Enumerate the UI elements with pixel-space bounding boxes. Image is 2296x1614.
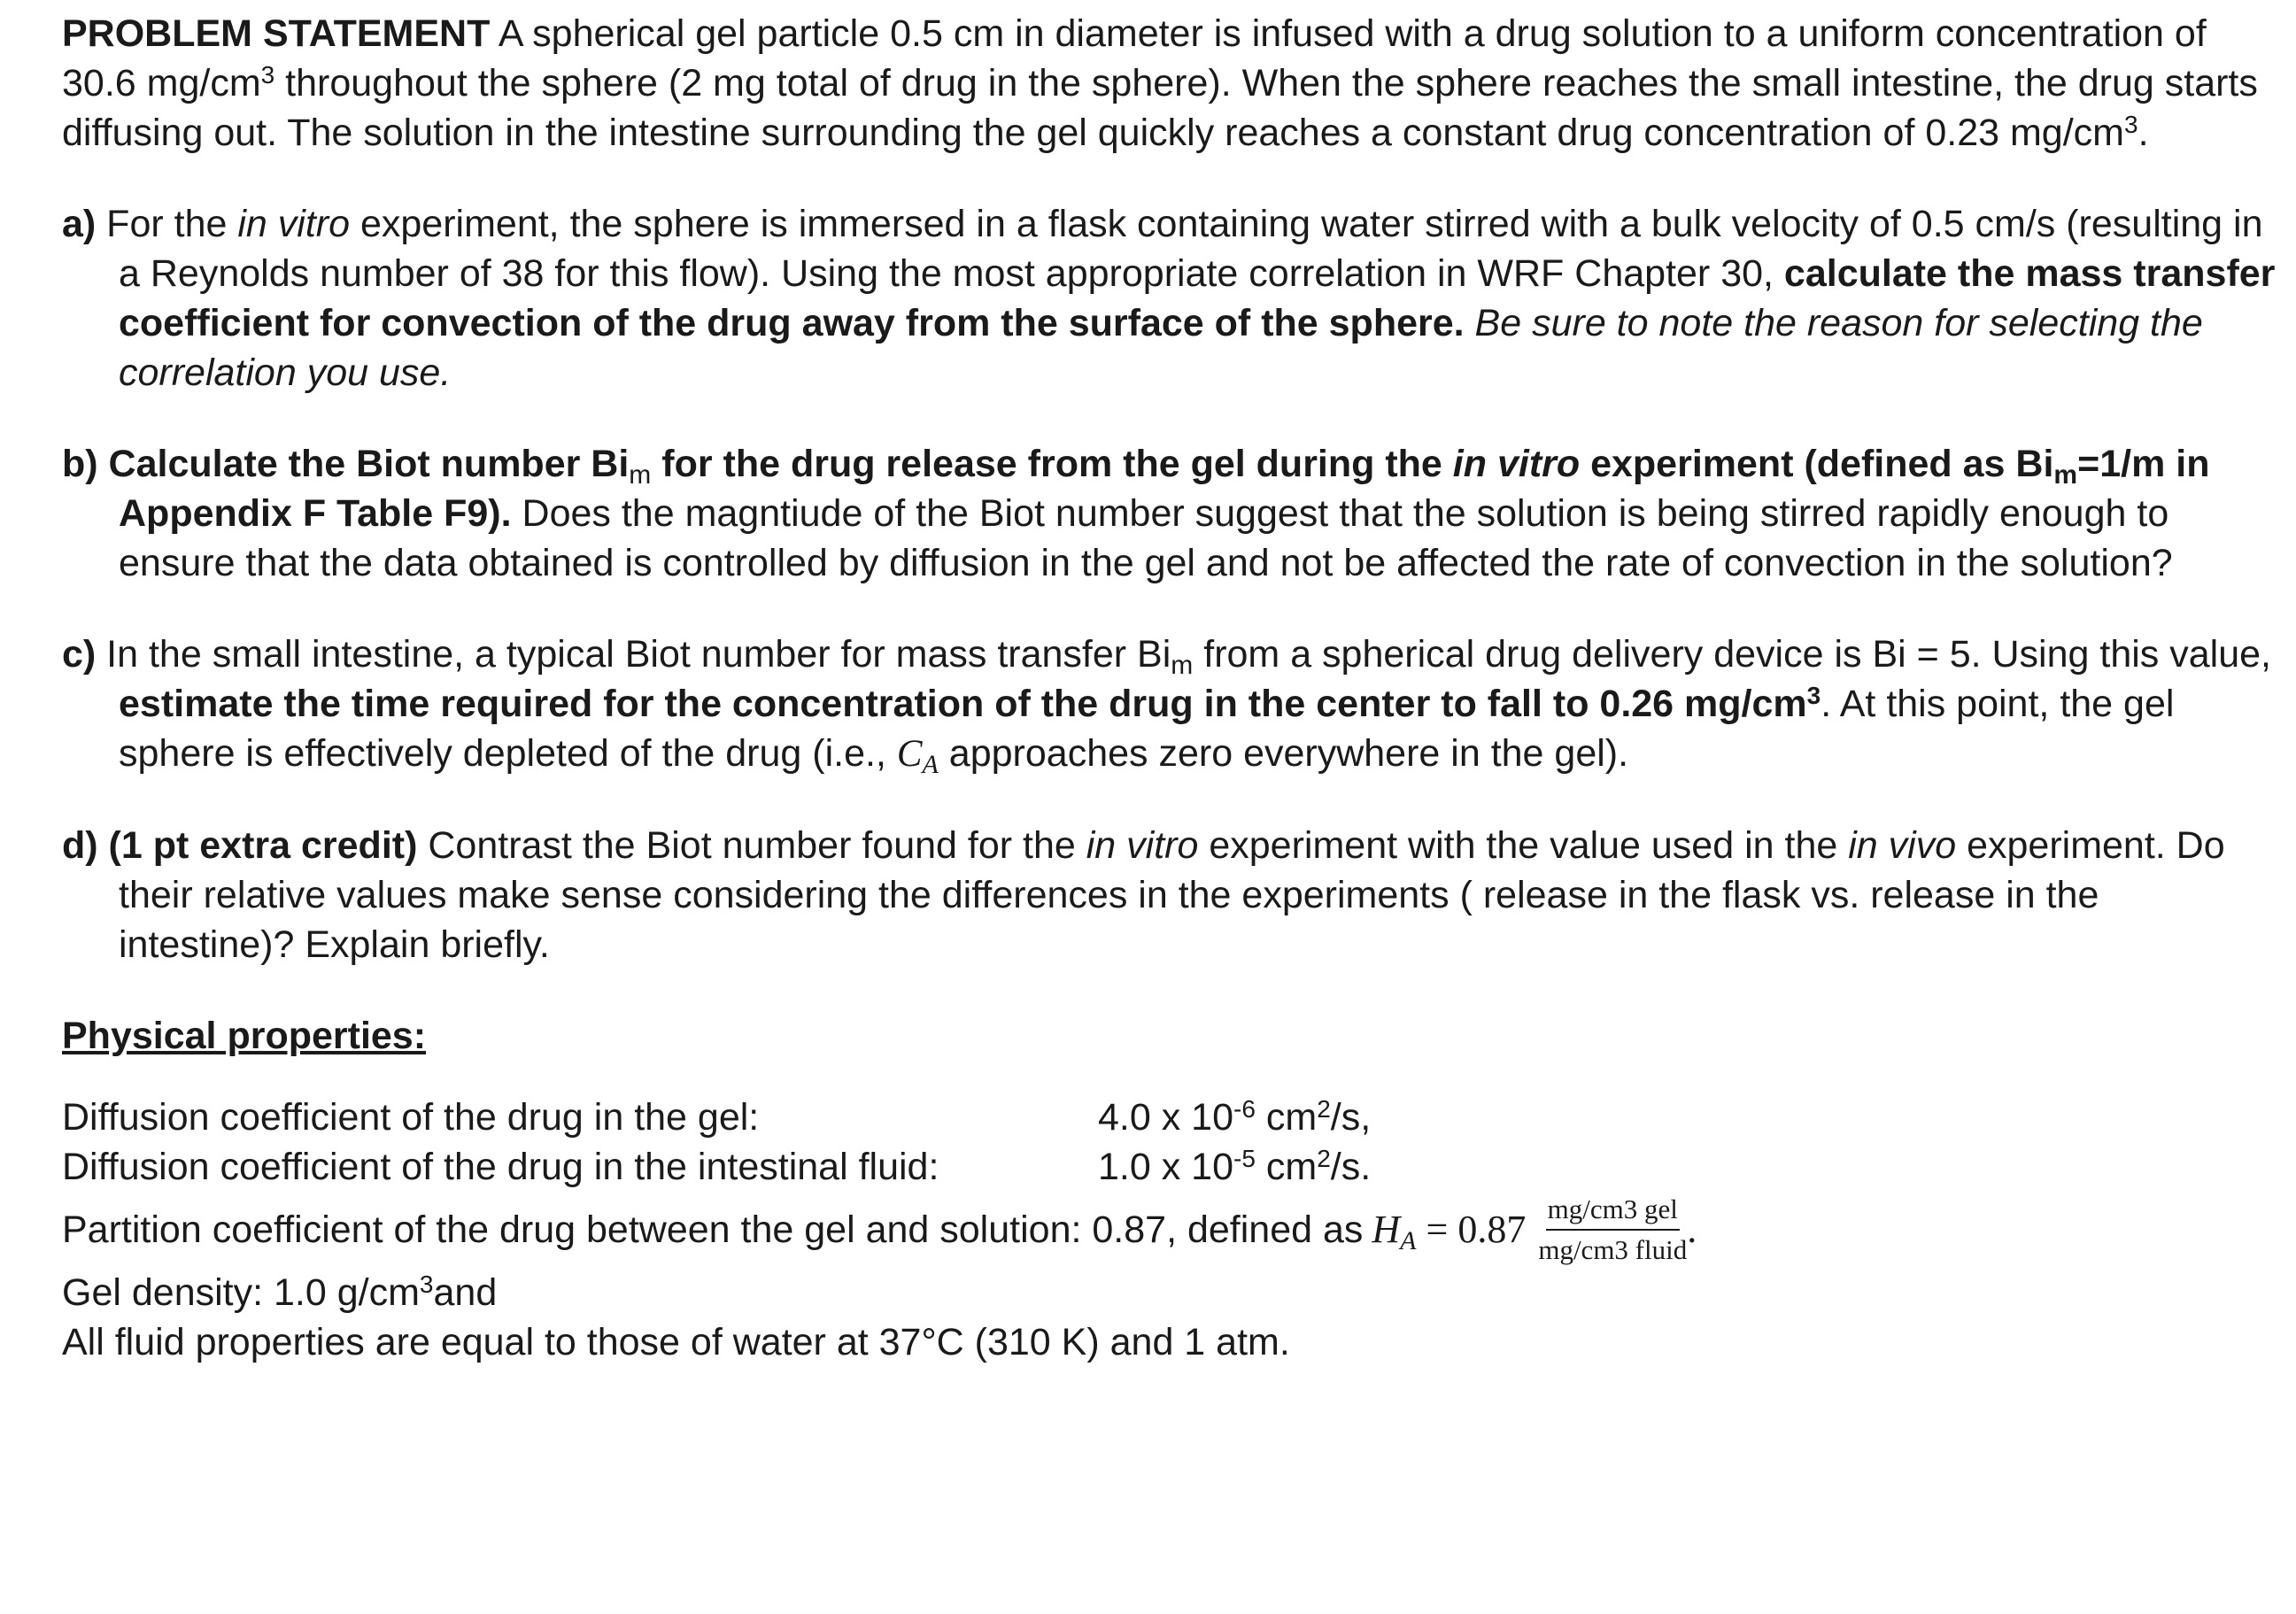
problem-document (62, 9, 2276, 1367)
part-d-letter: d) (62, 824, 98, 867)
diffusion-fluid-label: Diffusion coefficient of the drug in the intestinal fluid: (62, 1146, 939, 1188)
fraction-numerator: mg/cm3 gel (1546, 1192, 1680, 1231)
partition-coefficient-row: Partition coefficient of the drug between the gel and solution: 0.87, defined as $H_A = 0.87$ $\frac{\text{mg/cm3 gel}}{\text{mg/cm3 fluid}}$ . (62, 1195, 2276, 1264)
partition-equation: $H_A = 0.87$ (1372, 1208, 1527, 1255)
diffusion-fluid-value: 1.0 x $10^{-5}$ $cm^2/s$. (1098, 1145, 1372, 1188)
diffusion-gel-row (62, 1093, 2276, 1142)
part-a-letter: a) (62, 203, 97, 245)
part-a: a) For the in vitro experiment, the sphere is immersed in a flask containing water stirred with a bulk velocity of 0.5 cm/s (resulting in a Reynolds number of 38 for this flow). Using the most appropriate correlation in WRF Chapter 30, calculate the mass transfer coefficient for convection of the drug away from the surface of the sphere. Be sure to note the reason for selecting the correlation you use. (62, 203, 2276, 394)
partition-text: Partition coefficient of the drug between the gel and solution: 0.87, defined as (62, 1209, 1364, 1251)
part-c: c) In the small intestine, a typical Biot number for mass transfer $Bi_m$ from a spherical drug delivery device is Bi = 5. Using this value, estimate the time required for the concentration of the drug in the center to fall to 0.26 $mg/cm^3$. At this point, the gel sphere is effectively depleted of the drug (i.e., $C_A$ approaches zero everywhere in the gel). (62, 633, 2271, 779)
diffusion-gel-value: 4.0 x $10^{-6}$ $cm^2/s$, (1098, 1095, 1372, 1139)
part-c-letter: c) (62, 633, 97, 676)
fluid-properties-note: All fluid properties are equal to those of water at 37°C (310 K) and 1 atm. (62, 1321, 1290, 1363)
diffusion-fluid-row (62, 1142, 2276, 1192)
partition-fraction (1538, 1192, 1687, 1268)
part-b-letter: b) (62, 443, 98, 485)
diffusion-gel-label: Diffusion coefficient of the drug in the gel: (62, 1096, 760, 1139)
physical-properties-heading: Physical properties: (62, 1015, 427, 1057)
fraction-denominator: mg/cm3 fluid (1538, 1234, 1688, 1265)
part-b: b) Calculate the Biot number $Bi_m$ for the drug release from the gel during the in vitro experiment (defined as $Bi_m=1/m$ in Appendix F Table F9). Does the magntiude of the Biot number suggest that the solution is being stirred rapidly enough to ensure that the data obtained is controlled by diffusion in the gel and not be affected the rate of convection in the solution? (62, 443, 2210, 584)
statement-label: PROBLEM STATEMENT (62, 12, 491, 55)
problem-statement: PROBLEM STATEMENT A spherical gel particle 0.5 cm in diameter is infused with a drug solution to a uniform concentration of 30.6 $mg/cm^3$ throughout the sphere (2 mg total of drug in the sphere). When the sphere reaches the small intestine, the drug starts diffusing out. The solution in the intestine surrounding the gel quickly reaches a constant drug concentration of 0.23 $mg/cm^3$. (62, 12, 2258, 154)
part-d: d) (1 pt extra credit) Contrast the Biot number found for the in vitro experiment with the value used in the in vivo experiment. Do their relative values make sense considering the differences in the experiments ( release in the flask vs. release in the intestine)? Explain briefly. (62, 824, 2225, 966)
gel-density: Gel density: 1.0 $g/cm^3and$ (62, 1270, 498, 1314)
